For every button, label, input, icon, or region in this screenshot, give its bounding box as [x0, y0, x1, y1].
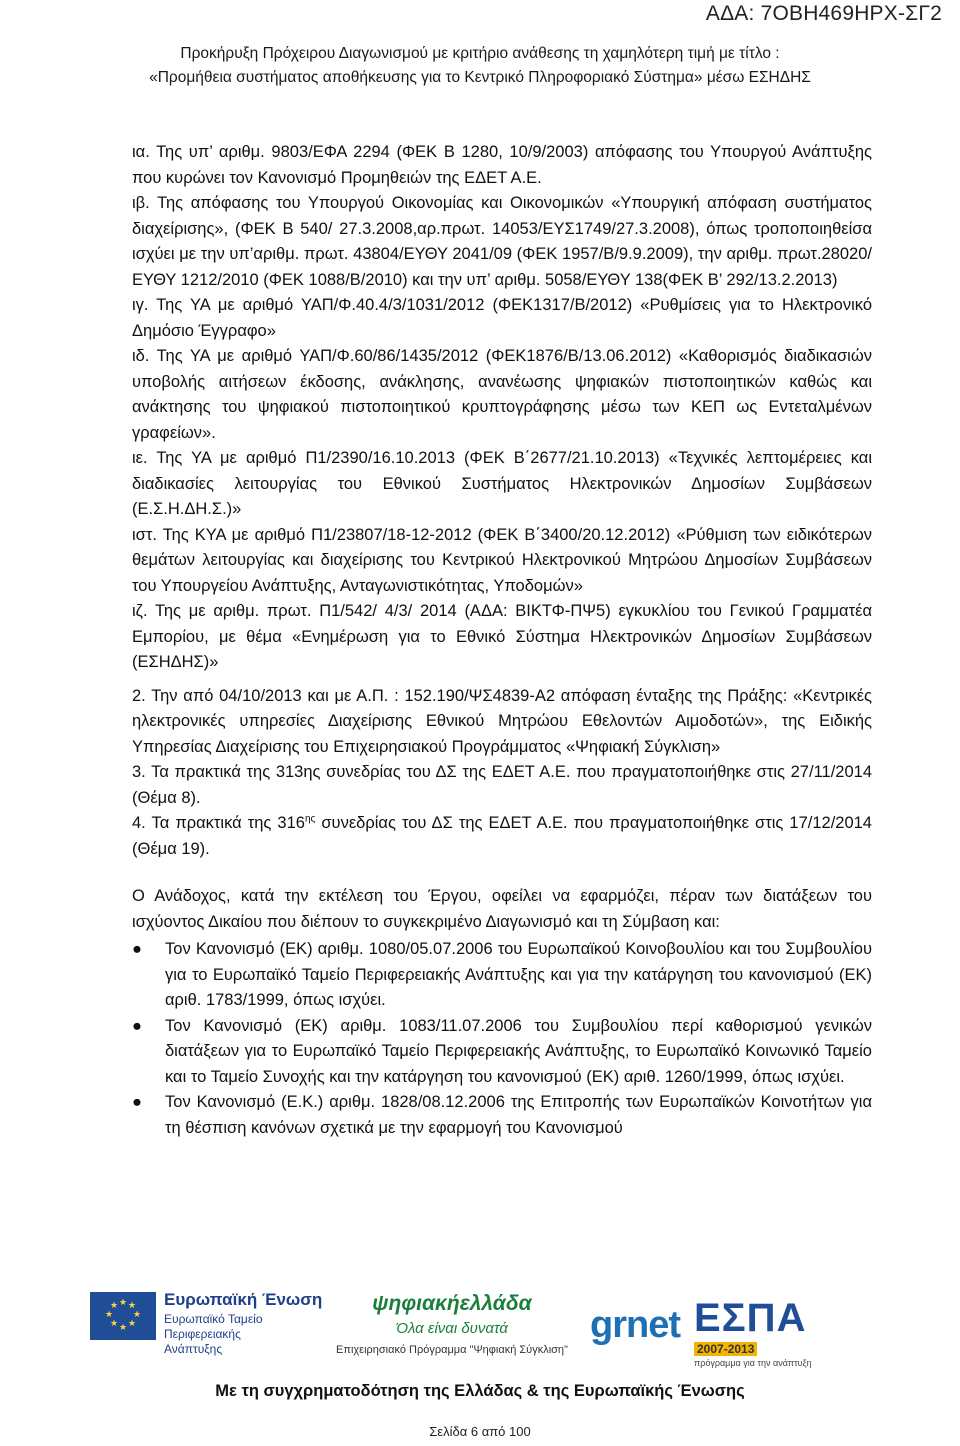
- header-line-2: «Προμήθεια συστήματος αποθήκευσης για το Κεντρικό Πληροφοριακό Σύστημα» μέσω ΕΣΗΔΗΣ: [149, 69, 811, 86]
- item-id: ιδ. Της ΥΑ με αριθμό ΥΑΠ/Φ.60/86/1435/2012 (ΦΕΚ1876/Β/13.06.2012) «Καθορισμός διαδικασιών υποβολής αιτήσεων έκδοσης, ανάκλησης, ανανέωσης ψηφιακών πιστοποιητικών καθώς και ανάκτησης του ψηφιακού πιστοποιητικού κρυπτογράφησης μέσω των ΚΕΠ ως Εντεταλμένων γραφείων».: [132, 347, 872, 442]
- ada-code: ΑΔΑ: 7ΟΒΗ469ΗΡΧ-ΣΓ2: [705, 2, 942, 25]
- item-4-sup: ης: [304, 813, 316, 825]
- bullet-icon: ●: [132, 1016, 142, 1035]
- grnet-logo: grnet: [590, 1304, 680, 1346]
- dg-title: ψηφιακήελλάδα: [372, 1292, 532, 1315]
- dg-slogan: Όλα είναι δυνατά: [396, 1320, 508, 1337]
- espa-title: ΕΣΠΑ: [694, 1296, 807, 1340]
- item-ig: ιγ. Της ΥΑ με αριθμό ΥΑΠ/Φ.40.4/3/1031/2012 (ΦΕΚ1317/Β/2012) «Ρυθμίσεις για το Ηλεκτρονικό Δημόσιο Έγγραφο»: [132, 296, 872, 340]
- header-line-1: Προκήρυξη Πρόχειρου Διαγωνισμού με κριτήριο ανάθεσης τη χαμηλότερη τιμή με τίτλο :: [180, 45, 780, 62]
- bullet-icon: ●: [132, 940, 142, 958]
- espa-years: 2007-2013: [694, 1342, 757, 1356]
- item-4: [132, 811, 872, 862]
- dg-program: Επιχειρησιακό Πρόγραμμα "Ψηφιακή Σύγκλιση": [336, 1344, 568, 1356]
- bullet-icon: ●: [132, 1093, 142, 1111]
- logo-strip: [0, 1288, 960, 1376]
- regulations-list: [132, 937, 872, 1141]
- item-ia: ια. Της υπ’ αριθμ. 9803/ΕΦΑ 2294 (ΦΕΚ Β 1280, 10/9/2003) απόφασης του Υπουργού Ανάπτυξης που κυρώνει τον Κανονισμό Προμηθειών της ΕΔΕΤ Α.Ε.: [132, 143, 872, 187]
- cofunding-note: Με τη συγχρηματοδότηση της Ελλάδας & της Ευρωπαϊκής Ένωσης: [215, 1382, 745, 1400]
- eu-flag-icon: ★ ★ ★ ★ ★ ★ ★ ★: [90, 1292, 156, 1340]
- document-body: [132, 140, 872, 1141]
- item-ib: ιβ. Της απόφασης του Υπουργού Οικονομίας και Οικονομικών «Υπουργική απόφαση συστήματος διαχείρισης», (ΦΕΚ Β 540/ 27.3.2008,αρ.πρωτ. 14053/ΕΥΣ1749/27.3.2008), όπως τροποποιηθείσα ισχύει με την υπ’αριθμ. πρωτ. 43804/ΕΥΘΥ 2041/09 (ΦΕΚ 1957/Β/9.9.2009), την αριθμ. πρωτ.28020/ ΕΥΘΥ 1212/2010 (ΦΕΚ 1088/Β/2010) και την υπ’ αριθμ. 5058/ΕΥΘΥ 138(ΦΕΚ Β’ 292/13.2.2013): [132, 194, 872, 289]
- item-iz: ιζ. Της με αριθμ. πρωτ. Π1/542/ 4/3/ 2014 (ΑΔΑ: ΒΙΚΤΦ-ΠΨ5) εγκυκλίου του Γενικού Γραμματέα Εμπορίου, με θέμα «Ενημέρωση για το Εθνικό Σύστημα Ηλεκτρονικών Δημοσίων Συμβάσεων (ΕΣΗΔΗΣ)»: [132, 602, 872, 671]
- espa-logo: [694, 1296, 854, 1370]
- eu-logo: [90, 1288, 323, 1376]
- item-3: 3. Τα πρακτικά της 313ης συνεδρίας του ΔΣ της ΕΔΕΤ Α.Ε. που πραγματοποιήθηκε στις 27/11/2014 (Θέμα 8).: [132, 763, 872, 807]
- item-4-pre: 4. Τα πρακτικά της 316: [132, 814, 305, 832]
- item-2: 2. Την από 04/10/2013 και με Α.Π. : 152.190/ΨΣ4839-Α2 απόφαση ένταξης της Πράξης: «Κεντρικές ηλεκτρονικές υπηρεσίες Διαχείρισης Εθνικού Μητρώου Εθελοντών Αιμοδοτών», της Ειδικής Υπηρεσίας Διαχείρισης του Επιχειρησιακού Προγράμματος «Ψηφιακή Σύγκλιση»: [132, 686, 872, 756]
- list-item: ● Τον Κανονισμό (ΕΚ) αριθμ. 1080/05.07.2006 του Ευρωπαϊκού Κοινοβουλίου και του Συμβουλίου για το Ευρωπαϊκό Ταμείο Περιφερειακής Ανάπτυξης και για την κατάργηση του κανονισμού (ΕΚ) αριθ. 1783/1999, όπως ισχύει.: [132, 937, 872, 1014]
- eu-title: Ευρωπαϊκή Ένωση: [164, 1290, 323, 1309]
- list-item: ● Τον Κανονισμό (Ε.Κ.) αριθμ. 1828/08.12.2006 της Επιτροπής των Ευρωπαϊκών Κοινοτήτων για τη θέσπιση κανόνων σχετικά με την εφαρμογή του Κανονισμού: [132, 1090, 872, 1141]
- intro-paragraph: Ο Ανάδοχος, κατά την εκτέλεση του Έργου, οφείλει να εφαρμόζει, πέραν των διατάξεων του ισχύοντος Δικαίου που διέπουν το συγκεκριμένο Διαγωνισμό και τη Σύμβαση και:: [132, 887, 872, 931]
- eu-subtitle: Ευρωπαϊκό Ταμείο Περιφερειακής Ανάπτυξης: [164, 1312, 263, 1356]
- partner-logos: [590, 1296, 850, 1370]
- item-ist: ιστ. Της ΚΥΑ με αριθμό Π1/23807/18-12-2012 (ΦΕΚ Β΄3400/20.12.2012) «Ρύθμιση των ειδικότερων θεμάτων λειτουργίας και διαχείρισης του Κεντρικού Ηλεκτρονικού Μητρώου Δημοσίων Συμβάσεων του Υπουργείου Ανάπτυξης, Ανταγωνιστικότητας, Υποδομών»: [132, 525, 872, 595]
- list-item: ● Τον Κανονισμό (ΕΚ) αριθμ. 1083/11.07.2006 του Συμβουλίου περί καθορισμού γενικών διατάξεων για το Ευρωπαϊκό Ταμείο Περιφερειακής Ανάπτυξης, το Ευρωπαϊκό Κοινωνικό Ταμείο και το Ταμείο Συνοχής και την κατάργηση του κανονισμού (ΕΚ) αριθ. 1260/1999, όπως ισχύει.: [132, 1014, 872, 1091]
- page-number: Σελίδα 6 από 100: [429, 1424, 531, 1439]
- espa-tagline: πρόγραμμα για την ανάπτυξη: [694, 1358, 812, 1368]
- digital-greece-logo: [332, 1292, 572, 1372]
- document-header: [0, 42, 960, 90]
- item-4-post: συνεδρίας του ΔΣ της ΕΔΕΤ Α.Ε. που πραγματοποιήθηκε στις 17/12/2014 (Θέμα 19).: [132, 814, 872, 858]
- item-ie: ιε. Της ΥΑ με αριθμό Π1/2390/16.10.2013 (ΦΕΚ Β΄2677/21.10.2013) «Τεχνικές λεπτομέρειες και διαδικασίες λειτουργίας του Εθνικού Συστήματος Ηλεκτρονικών Δημοσίων Συμβάσεων (Ε.Σ.Η.ΔΗ.Σ.)»: [132, 449, 872, 518]
